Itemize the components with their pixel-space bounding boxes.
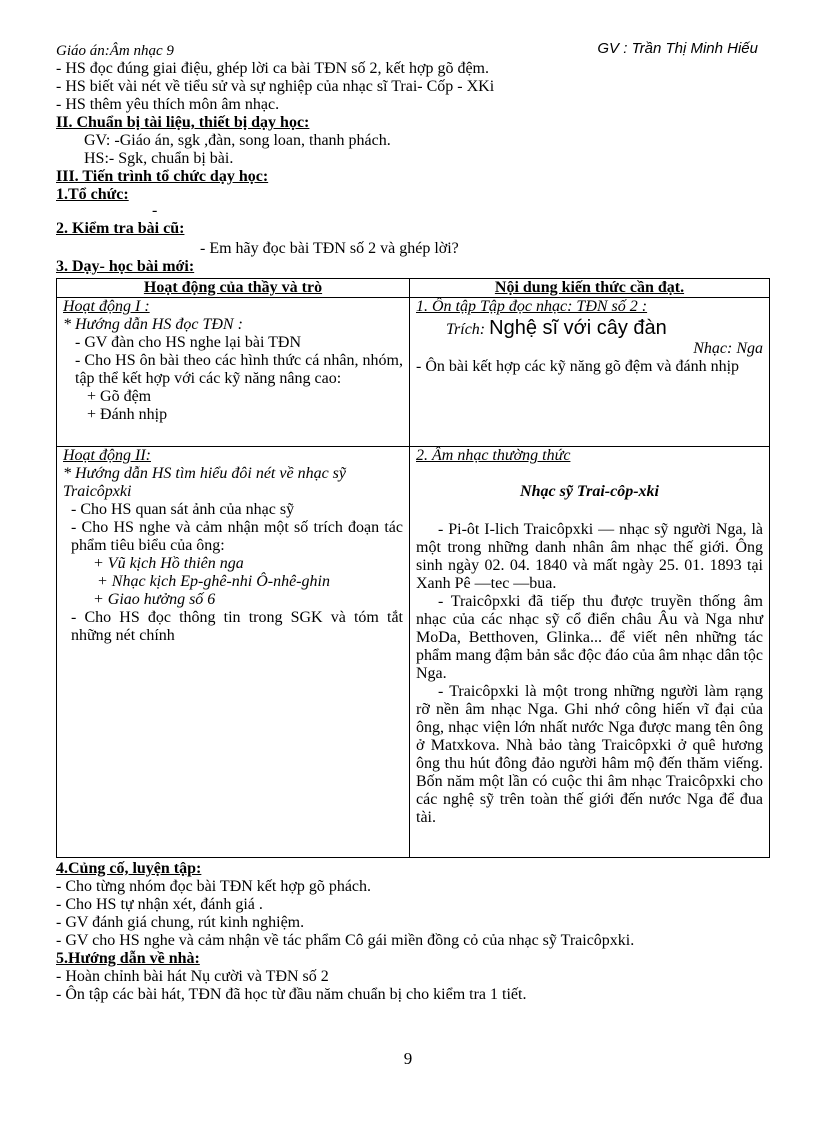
section-2-title: II. Chuẩn bị tài liệu, thiết bị dạy học: [56, 114, 310, 131]
step-5-title: 5.Hướng dẫn về nhà: [56, 950, 200, 967]
step-4-line-3: - GV đánh giá chung, rút kinh nghiệm. [56, 914, 305, 931]
step-4-line-2: - Cho HS tự nhận xét, đánh giá . [56, 896, 263, 913]
step-5-line-2: - Ôn tập các bài hát, TĐN đã học từ đầu năm chuẩn bị cho kiểm tra 1 tiết. [56, 986, 527, 1003]
col-content-header: Nội dung kiến thức cần đạt. [410, 279, 770, 298]
piece-composer: Nhạc: Nga [693, 340, 763, 357]
activity-2-line-2: - Cho HS nghe và cảm nhận một số trích đoạn tác phẩm tiêu biểu của ông: [71, 519, 403, 554]
objective-3: - HS thêm yêu thích môn âm nhạc. [56, 96, 280, 113]
prep-student: HS:- Sgk, chuẩn bị bài. [84, 150, 234, 167]
activity-2-cell [57, 447, 410, 858]
work-2: + Nhạc kịch Ep-ghê-nhi Ô-nhê-ghin [97, 573, 330, 590]
content-2-paragraph-1: - Pi-ôt I-lich Traicôpxki — nhạc sỹ người Nga, là một trong những danh nhân âm nhạc thế giới. Ông sinh ngày 02. 04. 1840 và mất ngày 25. 01. 1893 tại Xanh Pê —tec —bua. [416, 521, 763, 592]
content-1-cell [410, 298, 770, 447]
lesson-page [56, 40, 768, 1004]
activity-1-line-2: - Cho HS ôn bài theo các hình thức cá nhân, nhóm, tập thể kết hợp với các kỹ năng nâng cao: [75, 352, 403, 387]
content-2-title: 2. Âm nhạc thường thức [416, 447, 571, 464]
piece-title: Nghệ sĩ với cây đàn [489, 317, 667, 339]
step-2-title: 2. Kiểm tra bài cũ: [56, 220, 185, 237]
content-2-cell [410, 447, 770, 858]
table-header-row [57, 279, 770, 298]
step-1-title: 1.Tổ chức: [56, 186, 129, 203]
objective-1: - HS đọc đúng giai điệu, ghép lời ca bài TĐN số 2, kết hợp gõ đệm. [56, 60, 489, 77]
trich-label: Trích: [446, 321, 486, 338]
work-3: + Giao hưởng số 6 [93, 591, 216, 608]
prep-teacher: GV: -Giáo án, sgk ,đàn, song loan, thanh phách. [84, 132, 391, 149]
activity-2-title: Hoạt động II: [63, 447, 151, 464]
section-3-title: III. Tiến trình tổ chức dạy học: [56, 168, 269, 185]
activity-2-line-1: - Cho HS quan sát ảnh của nhạc sỹ [71, 501, 295, 518]
page-header [56, 40, 768, 60]
step-1-dash: - [152, 202, 158, 219]
activity-1-bullet-1: + Gõ đệm [87, 388, 152, 405]
activity-1-cell [57, 298, 410, 447]
content-2-paragraph-3: - Traicôpxki là một trong những người làm rạng rỡ nền âm nhạc Nga. Ghi nhớ công hiến vĩ đại của ông, nhạc viện lớn nhất nước Nga được mang tên ông ở Matxkova. Nhà bảo tàng Traicôpxki ở quê hương ông thu hút đông đảo người hâm mộ đến thăm viếng. Bốn năm một lần có cuộc thi âm nhạc Traicôpxki cho các nghệ sỹ trên toàn thế giới đến nước Nga để đua tài. [416, 683, 763, 826]
step-4-title: 4.Củng cố, luyện tập: [56, 860, 202, 877]
col-activities-header: Hoạt động của thầy và trò [57, 279, 410, 298]
step-2-question: - Em hãy đọc bài TĐN số 2 và ghép lời? [200, 240, 459, 257]
activity-2-last: - Cho HS đọc thông tin trong SGK và tóm tắt những nét chính [71, 609, 403, 644]
step-4-line-1: - Cho từng nhóm đọc bài TĐN kết hợp gõ phách. [56, 878, 372, 895]
content-2-subtitle: Nhạc sỹ Trai-côp-xki [520, 483, 659, 500]
objective-2: - HS biết vài nét về tiểu sử và sự nghiệp của nhạc sĩ Trai- Cốp - XKi [56, 78, 495, 95]
activity-table [56, 278, 770, 858]
activity-1-bullet-2: + Đánh nhịp [87, 406, 168, 423]
content-1-piece-line [416, 316, 763, 340]
activity-1-line-1: - GV đàn cho HS nghe lại bài TĐN [75, 334, 302, 351]
content-1-title: 1. Ôn tập Tập đọc nhạc: TĐN số 2 : [416, 298, 648, 315]
table-row-1 [57, 298, 770, 447]
header-teacher: GV : Trần Thị Minh Hiếu [597, 40, 758, 57]
step-3-title: 3. Dạy- học bài mới: [56, 258, 195, 275]
page-number: 9 [403, 1049, 413, 1068]
step-4-line-4: - GV cho HS nghe và cảm nhận về tác phẩm Cô gái miền đồng cỏ của nhạc sỹ Traicôpxki. [56, 932, 635, 949]
content-1-note: - Ôn bài kết hợp các kỹ năng gõ đệm và đánh nhịp [416, 358, 740, 375]
content-2-paragraph-2: - Traicôpxki đã tiếp thu được truyền thống âm nhạc của các nhạc sỹ cổ điển châu Âu và Nga như MoDa, Betthoven, Glinka... để viết nên những tác phẩm mang đậm bản sắc độc đáo của âm nhạc dân tộc Nga. [416, 593, 763, 682]
header-subject: Giáo án:Âm nhạc 9 [56, 43, 174, 59]
step-5-line-1: - Hoàn chỉnh bài hát Nụ cười và TĐN số 2 [56, 968, 329, 985]
activity-1-title: Hoạt động I : [63, 298, 150, 315]
work-1: + Vũ kịch Hồ thiên nga [93, 555, 244, 572]
activity-1-guide: * Hướng dẫn HS đọc TĐN : [63, 316, 243, 333]
activity-2-guide: * Hướng dẫn HS tìm hiểu đôi nét về nhạc sỹ Traicôpxki [63, 465, 346, 500]
table-row-2 [57, 447, 770, 858]
